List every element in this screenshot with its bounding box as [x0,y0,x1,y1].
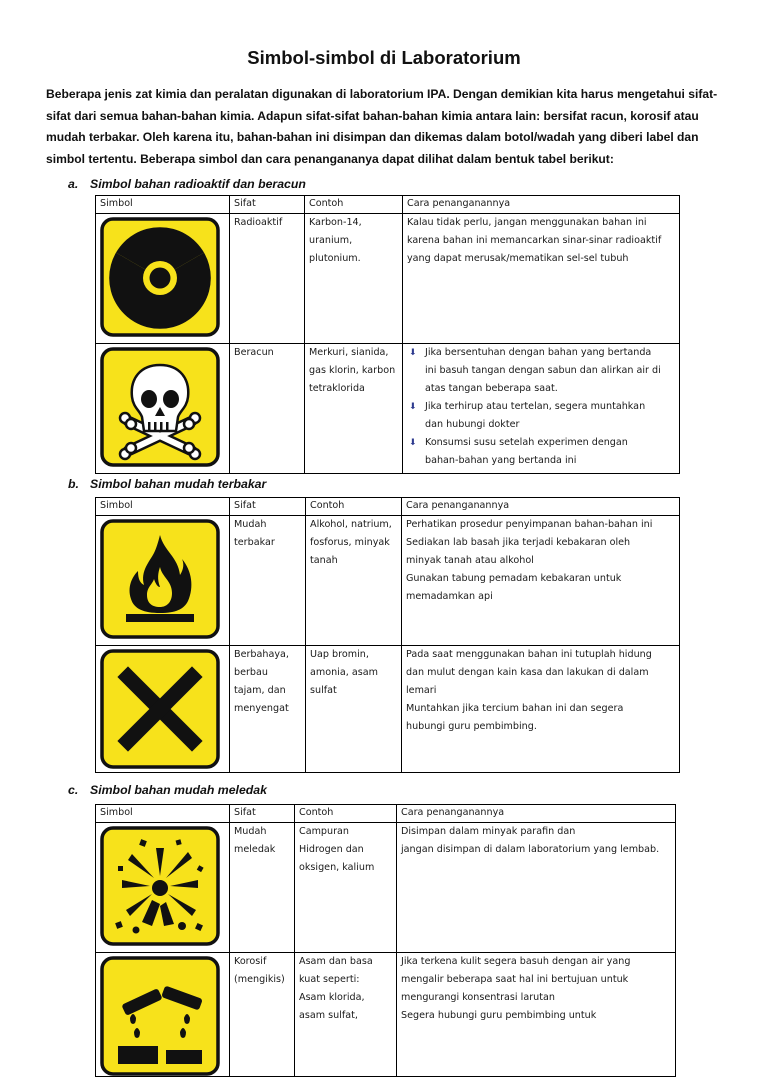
bullet-item [407,344,675,398]
contoh-text: tanah [310,555,338,566]
sifat-cell [230,823,295,953]
contoh-text: asam sulfat, [299,1010,358,1021]
cara-text: karena bahan ini memancarkan sinar-sinar radioaktif [407,235,662,246]
contoh-text: Karbon-14, [309,217,362,228]
arrow-bullet-icon: ⬇ [409,402,417,412]
cara-cell [403,214,680,344]
column-header-simbol: Simbol [96,805,230,823]
cara-text: Jika terkena kulit segera basuh dengan air yang [401,956,631,967]
column-header-sifat: Sifat [230,805,295,823]
intro-line: mudah terbakar. Oleh karena itu, bahan-bahan ini disimpan dan dikemas dalam botol/wadah yang diberi label dan [46,130,699,145]
cara-text: Gunakan tabung pemadam kebakaran untuk [406,573,622,584]
contoh-cell [306,646,402,773]
column-header-contoh: Contoh [305,196,403,214]
contoh-text: uranium, [309,235,353,246]
symbol-cell [96,516,230,646]
cara-text: lemari [406,685,437,696]
bullet-item [407,398,675,434]
cara-text: minyak tanah atau alkohol [406,555,534,566]
table-header-row [96,805,676,823]
column-header-cara: Cara penanganannya [397,805,676,823]
cara-text: atas tangan beberapa saat. [425,383,558,394]
sifat-cell [230,516,306,646]
cara-text: Disimpan dalam minyak parafin dan [401,826,576,837]
sifat-cell [230,646,306,773]
cara-text: jangan disimpan di dalam laboratorium yang lembab. [401,844,660,855]
section-title: Simbol bahan radioaktif dan beracun [90,177,306,191]
section-b-heading [68,477,266,491]
cara-text: Perhatikan prosedur penyimpanan bahan-bahan ini [406,519,653,530]
radioactive-icon [100,217,220,337]
contoh-text: Alkohol, natrium, [310,519,392,530]
cara-text: Jika bersentuhan dengan bahan yang bertanda [425,347,652,358]
intro-line: Beberapa jenis zat kimia dan peralatan digunakan di laboratorium IPA. Dengan demikian kita harus mengetahui sifat- [46,87,718,101]
skull-crossbones-icon [100,347,220,467]
cara-cell [397,823,676,953]
section-letter: c. [68,783,79,797]
symbol-cell [96,823,230,953]
cara-text: memadamkan api [406,591,493,602]
flame-icon [100,519,220,639]
sifat-text: Radioaktif [234,217,283,228]
column-header-contoh: Contoh [295,805,397,823]
document-title: Simbol-simbol di Laboratorium [247,47,521,68]
symbol-cell [96,214,230,344]
symbol-cell [96,646,230,773]
bullet-item [407,434,675,470]
sifat-cell [230,214,305,344]
contoh-text: tetraklorida [309,383,365,394]
cara-text: yang dapat merusak/mematikan sel-sel tubuh [407,253,629,264]
section-c-heading [68,783,267,797]
arrow-bullet-icon: ⬇ [409,348,417,358]
sifat-text: tajam, dan [234,685,286,696]
column-header-cara: Cara penanganannya [402,498,680,516]
sifat-text: Berbahaya, [234,649,289,660]
table-radioactive-toxic [95,195,680,474]
symbol-cell [96,953,230,1077]
contoh-text: kuat seperti: [299,974,360,985]
contoh-cell [295,823,397,953]
cara-text: dan mulut dengan kain kasa dan lakukan di dalam [406,667,649,678]
sifat-text: menyengat [234,703,289,714]
cara-text: Muntahkan jika tercium bahan ini dan segera [406,703,624,714]
table-header-row [96,498,680,516]
harmful-x-icon [100,649,220,769]
cara-text: bahan-bahan yang bertanda ini [425,455,577,466]
cara-text: Kalau tidak perlu, jangan menggunakan bahan ini [407,217,647,228]
symbol-cell [96,344,230,474]
table-header-row [96,196,680,214]
cara-cell [397,953,676,1077]
sifat-text: terbakar [234,537,275,548]
intro-line: simbol tertentu. Beberapa simbol dan cara penangananya dapat dilihat dalam bentuk tabel berikut: [46,152,614,167]
arrow-bullet-icon: ⬇ [409,438,417,448]
cara-cell [402,516,680,646]
contoh-cell [306,516,402,646]
contoh-cell [305,214,403,344]
column-header-simbol: Simbol [96,196,230,214]
sifat-text: Beracun [234,347,274,358]
contoh-text: Asam dan basa [299,956,373,967]
contoh-text: plutonium. [309,253,361,264]
cara-text: mengalir beberapa saat hal ini bertujuan untuk [401,974,629,985]
contoh-text: gas klorin, karbon [309,365,396,376]
cara-text: ini basuh tangan dengan sabun dan alirkan air di [425,365,661,376]
cara-text: hubungi guru pembimbing. [406,721,537,732]
contoh-text: amonia, asam [310,667,378,678]
column-header-contoh: Contoh [306,498,402,516]
contoh-text: Hidrogen dan [299,844,364,855]
contoh-text: Campuran [299,826,349,837]
section-title: Simbol bahan mudah meledak [90,783,267,797]
cara-cell [403,344,680,474]
section-title: Simbol bahan mudah terbakar [90,477,267,491]
cara-cell [402,646,680,773]
table-row [96,646,680,773]
table-row [96,953,676,1077]
sifat-text: Mudah [234,826,267,837]
contoh-text: oksigen, kalium [299,862,375,873]
column-header-sifat: Sifat [230,498,306,516]
section-letter: a. [68,177,79,191]
cara-text: Sediakan lab basah jika terjadi kebakaran oleh [406,537,631,548]
explosive-icon [100,826,220,946]
table-row [96,516,680,646]
contoh-cell [305,344,403,474]
corrosive-icon [100,956,220,1076]
table-flammable [95,497,680,773]
table-row [96,344,680,474]
sifat-cell [230,344,305,474]
sifat-text: meledak [234,844,276,855]
table-row [96,823,676,953]
contoh-cell [295,953,397,1077]
contoh-text: Asam klorida, [299,992,365,1003]
column-header-cara: Cara penanganannya [403,196,680,214]
contoh-text: sulfat [310,685,337,696]
sifat-text: (mengikis) [234,974,285,985]
sifat-cell [230,953,295,1077]
cara-text: Segera hubungi guru pembimbing untuk [401,1010,597,1021]
sifat-text: berbau [234,667,268,678]
section-a-heading [68,177,306,191]
sifat-text: Mudah [234,519,267,530]
intro-line: sifat dari semua bahan-bahan kimia. Adapun sifat-sifat bahan-bahan kimia antara lain: bersifat racun, korosif atau [46,108,699,123]
column-header-sifat: Sifat [230,196,305,214]
section-letter: b. [68,477,79,491]
column-header-simbol: Simbol [96,498,230,516]
intro-paragraph [46,84,716,171]
cara-text: Konsumsi susu setelah experimen dengan [425,437,628,448]
contoh-text: fosforus, minyak [310,537,390,548]
cara-text: Jika terhirup atau tertelan, segera muntahkan [425,401,646,412]
cara-text: mengurangi konsentrasi larutan [401,992,555,1003]
table-row [96,214,680,344]
table-explosive-corrosive [95,804,676,1077]
cara-text: dan hubungi dokter [425,419,520,430]
cara-text: Pada saat menggunakan bahan ini tutuplah hidung [406,649,652,660]
contoh-text: Merkuri, sianida, [309,347,389,358]
contoh-text: Uap bromin, [310,649,369,660]
sifat-text: Korosif [234,956,267,967]
